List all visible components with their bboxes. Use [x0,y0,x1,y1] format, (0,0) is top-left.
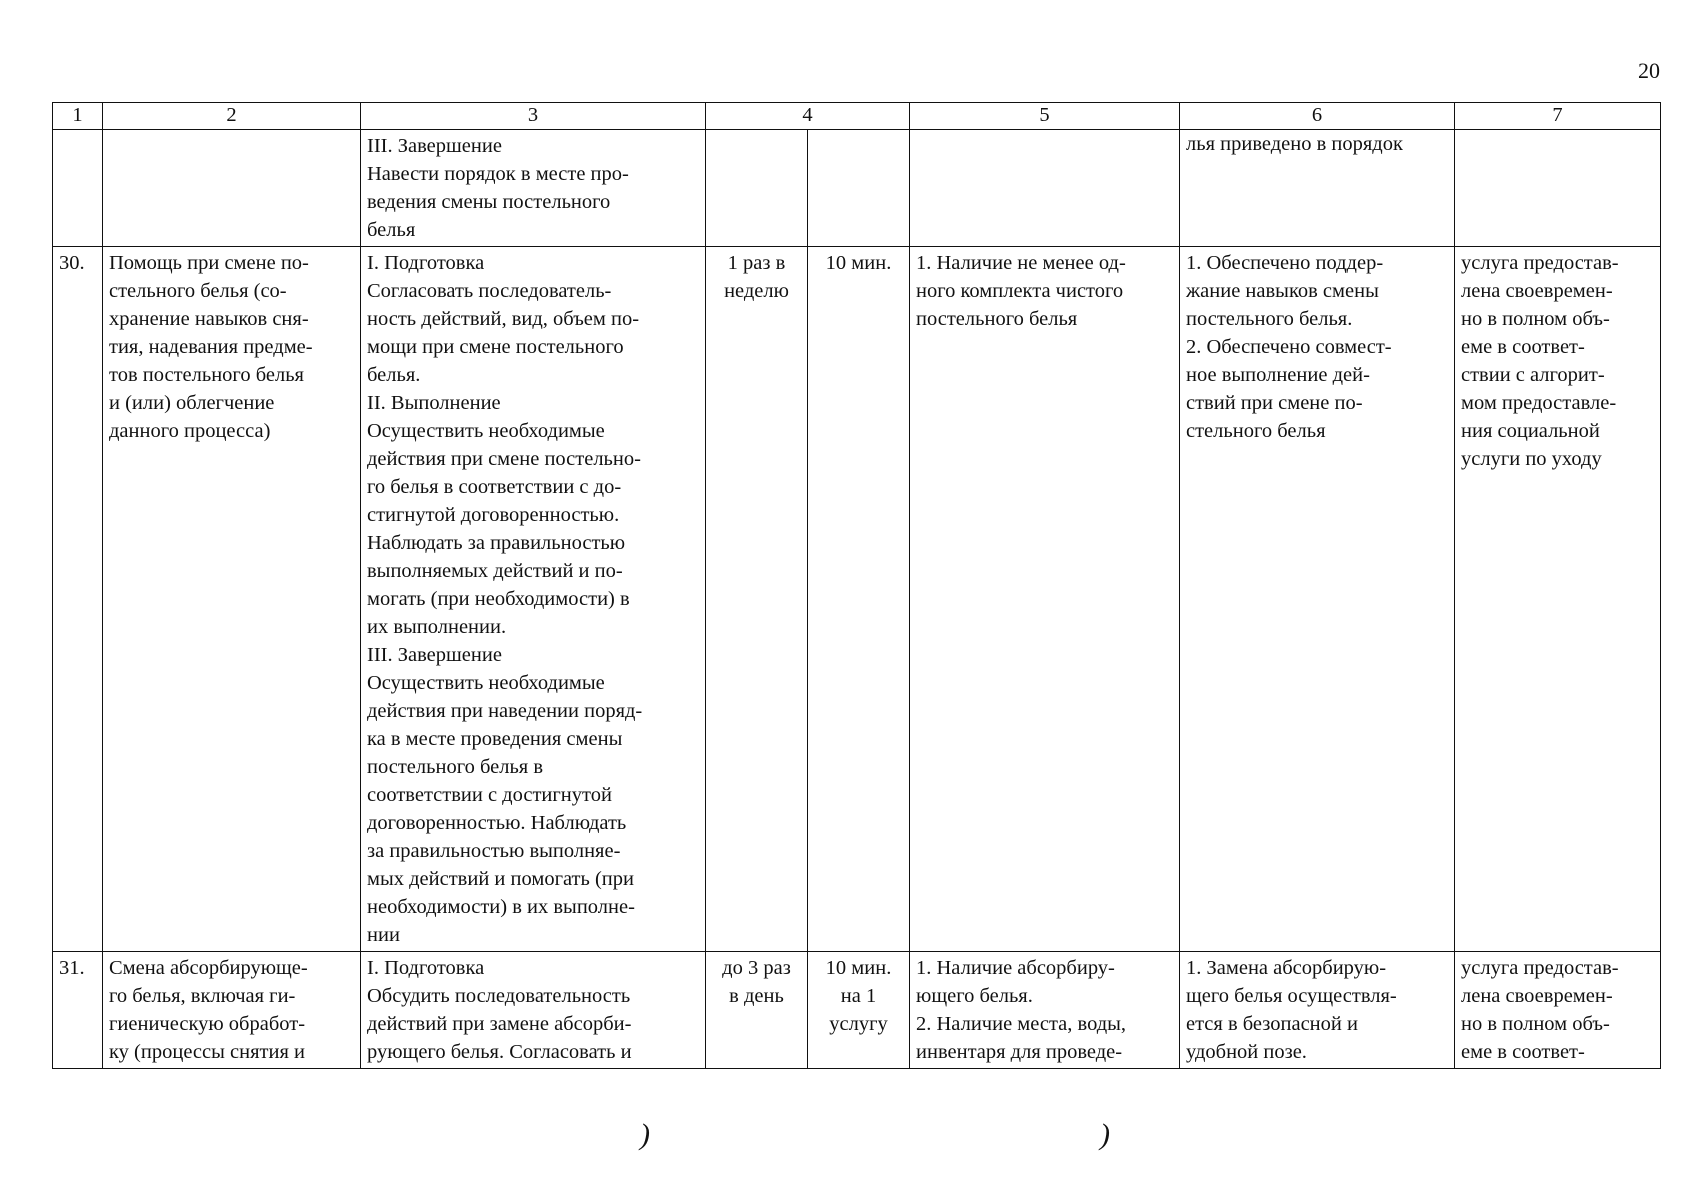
row-number: 31. [53,952,103,1069]
procedure: I. Подготовка Обсудить последовательность действий при замене абсорби- рующего белья. Согласовать и [361,952,706,1069]
conditions: 1. Наличие не менее од- ного комплекта чистого постельного белья [910,247,1180,952]
results: лья приведено в порядок [1180,130,1455,247]
evaluation: услуга предостав- лена своевремен- но в полном объ- еме в соответ- ствии с алгорит- мом предоставле- ния социальной услуги по уходу [1455,247,1661,952]
service-name [103,130,361,247]
frequency: 1 раз в неделю [706,247,808,952]
procedure: I. Подготовка Согласовать последователь- ность действий, вид, объем по- мощи при смене постельного белья. II. Выполнение Осуществить необходимые действия при смене постельно- го белья в соответствии с до- стигнутой договоренностью. Наблюдать за правильностью выполняемых действий и по- могать (при необходимости) в их выполнении. III. Завершение Осуществить необходимые действия при наведении поряд- ка в месте проведения смены постельного белья в соответствии с достигнутой договоренностью. Наблюдать за правильностью выполняе- мых действий и помогать (при необходимости) в их выполне- нии [361,247,706,952]
table-row [53,130,1661,247]
results: 1. Замена абсорбирую- щего белья осуществля- ется в безопасной и удобной позе. [1180,952,1455,1069]
evaluation [1455,130,1661,247]
column-header: 3 [361,103,706,130]
column-header: 4 [706,103,910,130]
frequency: до 3 раз в день [706,952,808,1069]
scan-mark: ) [640,1118,650,1151]
page-number: 20 [1638,58,1660,83]
duration: 10 мин. на 1 услугу [808,952,910,1069]
scan-mark: ) [1100,1118,1110,1151]
column-header: 5 [910,103,1180,130]
row-number [53,130,103,247]
row-number: 30. [53,247,103,952]
conditions [910,130,1180,247]
table-row [53,247,1661,952]
column-header: 1 [53,103,103,130]
service-name: Смена абсорбирующе- го белья, включая ги- гиеническую обработ- ку (процессы снятия и [103,952,361,1069]
duration [808,130,910,247]
procedure: III. Завершение Навести порядок в месте про- ведения смены постельного белья [361,130,706,247]
results: 1. Обеспечено поддер- жание навыков смены постельного белья. 2. Обеспечено совмест- ное выполнение дей- ствий при смене по- стельного белья [1180,247,1455,952]
column-header: 7 [1455,103,1661,130]
services-table [52,102,1661,1069]
column-header: 6 [1180,103,1455,130]
duration: 10 мин. [808,247,910,952]
column-header: 2 [103,103,361,130]
evaluation: услуга предостав- лена своевремен- но в полном объ- еме в соответ- [1455,952,1661,1069]
service-name: Помощь при смене по- стельного белья (со- хранение навыков сня- тия, надевания предме- тов постельного белья и (или) облегчение данного процесса) [103,247,361,952]
header-row [53,103,1661,130]
frequency [706,130,808,247]
conditions: 1. Наличие абсорбиру- ющего белья. 2. Наличие места, воды, инвентаря для проведе- [910,952,1180,1069]
table-row [53,952,1661,1069]
